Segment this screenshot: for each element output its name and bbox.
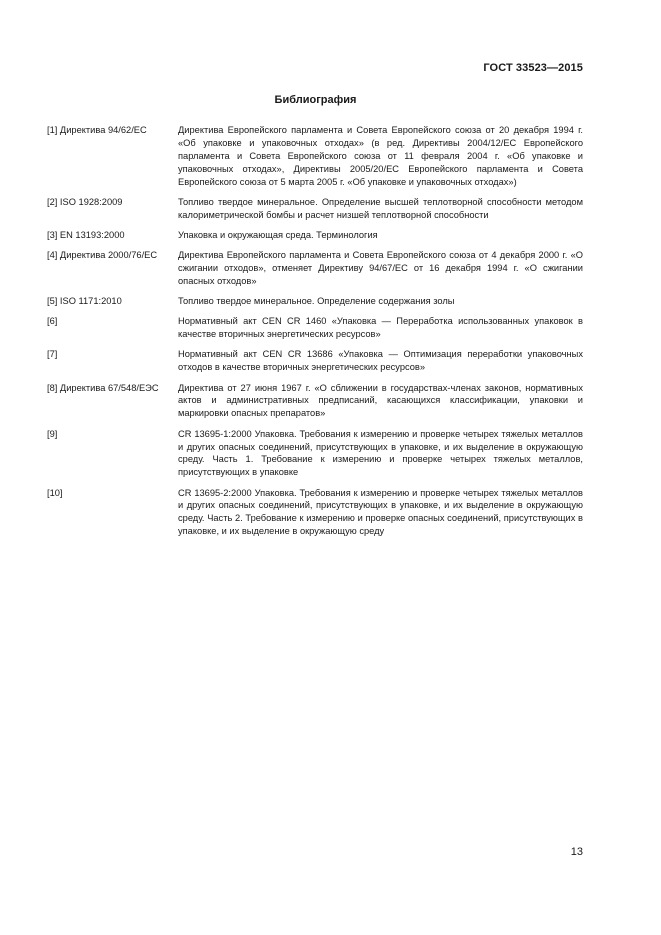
bibliography-entry — [47, 315, 583, 341]
bibliography-entry — [47, 428, 583, 480]
entry-description: Нормативный акт CEN CR 13686 «Упаковка — Оптимизация переработки упаковочных отходов в качестве вторичных энергетических ресурсов» — [178, 349, 583, 373]
entry-description: Упаковка и окружающая среда. Терминология — [178, 229, 378, 240]
entry-reference: [7] — [47, 349, 58, 360]
entry-description: Директива Европейского парламента и Совета Европейского союза от 4 декабря 2000 г. «О сжигании отходов», отменяет Директиву 94/67/ЕС от 16 декабря 1994 г. «О сжигании опасных отходов» — [178, 250, 583, 286]
bibliography-list — [47, 124, 583, 545]
entry-reference: [3] EN 13193:2000 — [47, 229, 125, 240]
bibliography-entry — [47, 249, 583, 288]
entry-reference: [8] Директива 67/548/ЕЭС — [47, 382, 159, 393]
entry-description: Нормативный акт CEN CR 1460 «Упаковка — Переработка использованных упаковок в качестве вторичных энергетических ресурсов» — [178, 316, 583, 340]
entry-reference: [6] — [47, 316, 58, 327]
section-title: Библиография — [274, 94, 357, 106]
bibliography-entry — [47, 229, 583, 242]
bibliography-entry — [47, 295, 583, 308]
entry-reference: [4] Директива 2000/76/ЕС — [47, 250, 158, 261]
entry-description: Топливо твердое минеральное. Определение содержания золы — [178, 296, 455, 307]
entry-description: CR 13695-1:2000 Упаковка. Требования к измерению и проверке четырех тяжелых металлов и других опасных соединений, присутствующих в упаковке, и их выделение в окружающую среду. Часть 1. Требование к измерению и проверке четырех тяжелых металлов, присутствующих в упаковке — [178, 428, 583, 478]
page-number: 13 — [570, 846, 583, 858]
bibliography-entry — [47, 196, 583, 222]
entry-description: Директива Европейского парламента и Совета Европейского союза от 20 декабря 1994 г. «Об упаковке и упаковочных отходах» (в ред. Директивы 2004/12/ЕС Европейского парламента и Совета Европейского союза от 11 февраля 2004 г. «Об упаковке и упаковочных отходах», Директивы 2005/20/ЕС Европейского парламента и Совета Европейского союза от 5 марта 2005 г. «Об упаковке и упаковочных отходах») — [178, 125, 583, 187]
entry-description: Директива от 27 июня 1967 г. «О сближении в государствах-членах законов, нормативных актов и административных предписаний, касающихся классификации, упаковки и маркировки опасных препаратов» — [178, 382, 583, 419]
bibliography-entry — [47, 382, 583, 421]
entry-reference: [9] — [47, 428, 58, 439]
bibliography-entry — [47, 348, 583, 374]
document-code: ГОСТ 33523—2015 — [483, 62, 583, 74]
bibliography-entry — [47, 487, 583, 539]
entry-description: CR 13695-2:2000 Упаковка. Требования к измерению и проверке четырех тяжелых металлов и других опасных соединений, присутствующих в упаковке, и их выделение в окружающую среду. Часть 2. Требование к измерению и проверке опасных соединений, присутствующих в упаковке, и их выделение в окружающую среду — [178, 487, 583, 537]
entry-reference: [10] — [47, 487, 63, 498]
entry-reference: [5] ISO 1171:2010 — [47, 296, 122, 307]
entry-reference: [1] Директива 94/62/ЕС — [47, 125, 147, 135]
entry-description: Топливо твердое минеральное. Определение высшей теплотворной способности методом калориметрической бомбы и расчет низшей теплотворной способности — [178, 196, 583, 220]
entry-reference: [2] ISO 1928:2009 — [47, 196, 123, 207]
bibliography-entry — [47, 124, 583, 189]
